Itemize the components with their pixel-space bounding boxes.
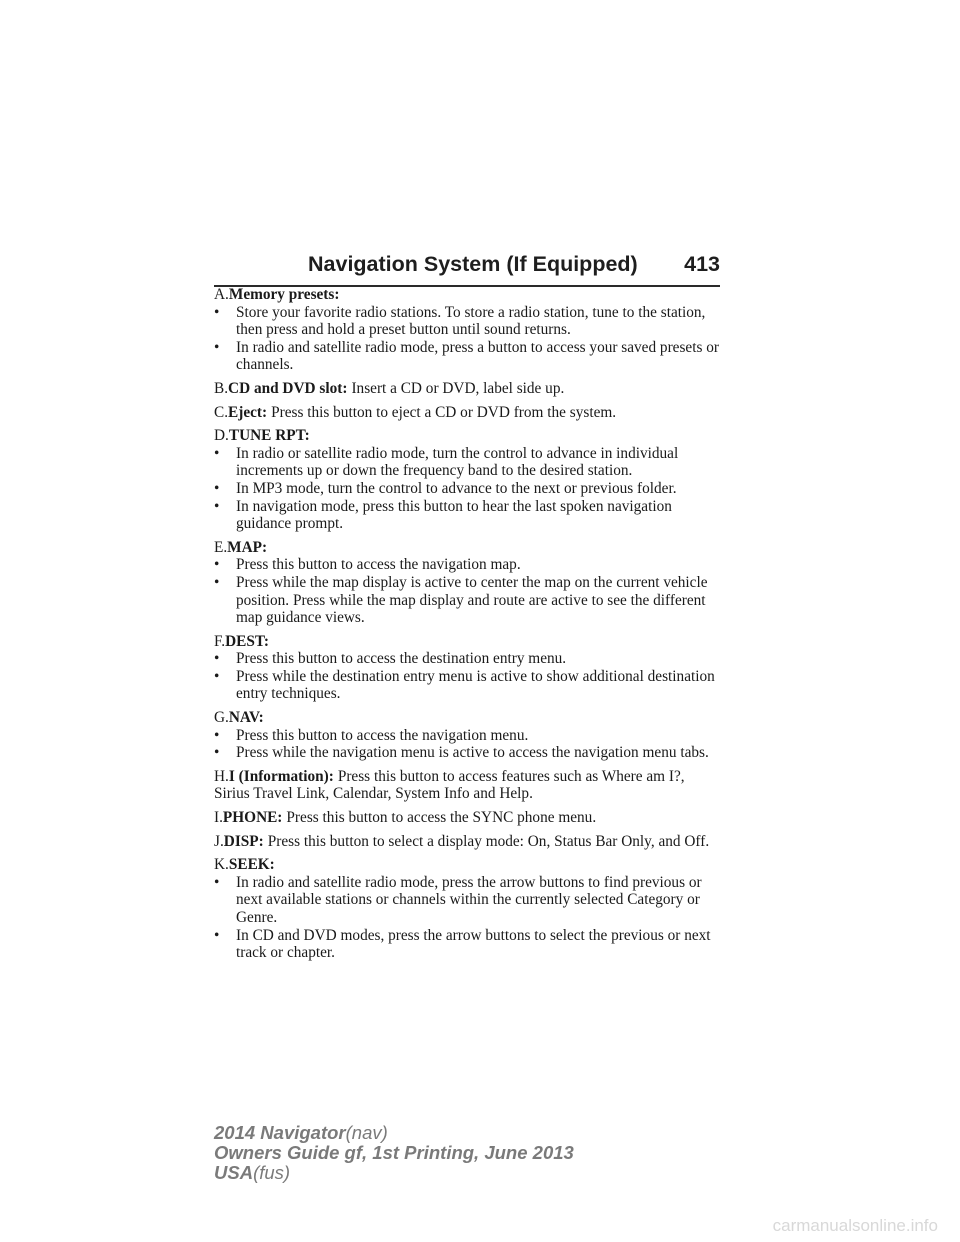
- item-label: TUNE RPT:: [228, 427, 310, 445]
- item-letter: A.: [214, 286, 229, 303]
- item-letter: G.: [214, 709, 229, 727]
- bullet-list: [214, 874, 724, 962]
- bullet-icon: •: [214, 444, 220, 462]
- footer-market-code: (fus): [253, 1162, 291, 1183]
- bullet-item: [214, 927, 724, 962]
- item-g: [214, 709, 724, 762]
- item-letter: K.: [214, 856, 229, 874]
- bullet-item: [214, 668, 724, 703]
- item-lead: [214, 539, 724, 557]
- manual-content: [214, 286, 724, 968]
- footer-line-1: [214, 1123, 634, 1143]
- item-i: [214, 809, 724, 827]
- footer-guide: Owners Guide gf, 1st Printing, June 2013: [214, 1142, 574, 1163]
- watermark: carmanualsonline.info: [772, 1216, 938, 1235]
- item-label: NAV:: [228, 709, 264, 727]
- document-footer: [214, 1123, 634, 1183]
- item-description: Press this button to select a display mode: On, Status Bar Only, and Off.: [267, 832, 710, 850]
- item-h: [214, 768, 724, 803]
- item-description: Insert a CD or DVD, label side up.: [351, 379, 565, 397]
- bullet-list: [214, 727, 724, 762]
- bullet-list: [214, 556, 724, 626]
- footer-line-2: [214, 1143, 634, 1163]
- item-lead: [214, 833, 724, 851]
- item-description: Press this button to access the SYNC phone menu.: [286, 809, 597, 827]
- item-label: MAP:: [227, 538, 268, 556]
- bullet-text: Press this button to access the navigation menu.: [236, 726, 529, 744]
- footer-line-3: [214, 1163, 634, 1183]
- bullet-text: In radio or satellite radio mode, turn the control to advance in individual increments up or down the frequency band to the desired station.: [236, 444, 679, 480]
- item-e: [214, 539, 724, 627]
- bullet-text: In navigation mode, press this button to hear the last spoken navigation guidance prompt.: [236, 497, 672, 533]
- bullet-icon: •: [214, 497, 220, 515]
- item-label: SEEK:: [228, 856, 275, 874]
- bullet-icon: •: [214, 650, 220, 668]
- item-letter: J.: [214, 832, 224, 850]
- bullet-icon: •: [214, 926, 220, 944]
- bullet-text: Press while the navigation menu is active to access the navigation menu tabs.: [236, 744, 709, 762]
- bullet-list: [214, 445, 724, 533]
- bullet-icon: •: [214, 303, 220, 321]
- page-header: [308, 252, 720, 286]
- footer-model: 2014 Navigator: [214, 1122, 346, 1143]
- bullet-item: [214, 727, 724, 745]
- footer-market: USA: [214, 1162, 254, 1183]
- bullet-text: Press this button to access the destination entry menu.: [236, 650, 567, 668]
- bullet-text: In radio and satellite radio mode, press the arrow buttons to find previous or next available stations or channels within the currently selected Category or Genre.: [236, 873, 702, 926]
- item-lead: [214, 286, 724, 304]
- item-lead: [214, 809, 724, 827]
- bullet-icon: •: [214, 744, 220, 762]
- item-d: [214, 427, 724, 533]
- item-letter: D.: [214, 427, 229, 445]
- item-label: I (Information):: [228, 767, 334, 785]
- item-lead: [214, 856, 724, 874]
- bullet-list: [214, 650, 724, 703]
- bullet-text: Store your favorite radio stations. To store a radio station, tune to the station, then press and hold a preset button until sound returns.: [236, 303, 706, 339]
- bullet-item: [214, 498, 724, 533]
- item-lead: [214, 768, 724, 803]
- bullet-text: Press while the destination entry menu is active to show additional destination entry techniques.: [236, 667, 715, 703]
- item-letter: F.: [214, 632, 226, 650]
- item-lead: [214, 380, 724, 398]
- bullet-item: [214, 744, 724, 762]
- item-b: [214, 380, 724, 398]
- bullet-text: In MP3 mode, turn the control to advance to the next or previous folder.: [236, 479, 677, 497]
- item-lead: [214, 633, 724, 651]
- bullet-icon: •: [214, 479, 220, 497]
- bullet-icon: •: [214, 338, 220, 356]
- bullet-text: Press this button to access the navigation map.: [236, 556, 521, 574]
- bullet-text: In CD and DVD modes, press the arrow buttons to select the previous or next track or chapter.: [236, 926, 711, 962]
- bullet-item: [214, 445, 724, 480]
- footer-model-code: (nav): [345, 1122, 388, 1143]
- item-letter: E.: [214, 538, 228, 556]
- page-number: 413: [684, 252, 720, 276]
- item-letter: I.: [214, 809, 223, 827]
- item-lead: [214, 404, 724, 422]
- item-f: [214, 633, 724, 703]
- bullet-text: Press while the map display is active to center the map on the current vehicle position. Press while the map display and route are active to see the different map guidance views.: [236, 573, 708, 627]
- bullet-icon: •: [214, 726, 220, 744]
- bullet-item: [214, 339, 724, 374]
- bullet-list: [214, 304, 724, 374]
- item-a: [214, 286, 724, 374]
- item-letter: C.: [214, 403, 229, 421]
- bullet-item: [214, 556, 724, 574]
- item-k: [214, 856, 724, 962]
- bullet-item: [214, 304, 724, 339]
- bullet-item: [214, 574, 724, 627]
- item-description: Press this button to eject a CD or DVD from the system.: [271, 403, 617, 421]
- item-label: DISP:: [223, 832, 264, 850]
- bullet-item: [214, 650, 724, 668]
- item-letter: H.: [214, 767, 229, 785]
- item-label: DEST:: [225, 632, 270, 650]
- item-label: Memory presets:: [228, 286, 340, 303]
- item-c: [214, 404, 724, 422]
- bullet-icon: •: [214, 667, 220, 685]
- item-j: [214, 833, 724, 851]
- bullet-item: [214, 480, 724, 498]
- item-label: Eject:: [228, 403, 268, 421]
- bullet-item: [214, 874, 724, 927]
- item-label: CD and DVD slot:: [228, 379, 348, 397]
- item-lead: [214, 427, 724, 445]
- bullet-text: In radio and satellite radio mode, press a button to access your saved presets or channels.: [236, 338, 719, 374]
- item-label: PHONE:: [222, 809, 283, 827]
- bullet-icon: •: [214, 556, 220, 574]
- item-letter: B.: [214, 379, 229, 397]
- item-description: Press this button to access features such as Where am I?, Sirius Travel Link, Calendar, System Info and Help.: [214, 767, 685, 803]
- section-title: Navigation System (If Equipped): [308, 252, 638, 276]
- bullet-icon: •: [214, 573, 220, 591]
- bullet-icon: •: [214, 873, 220, 891]
- item-lead: [214, 709, 724, 727]
